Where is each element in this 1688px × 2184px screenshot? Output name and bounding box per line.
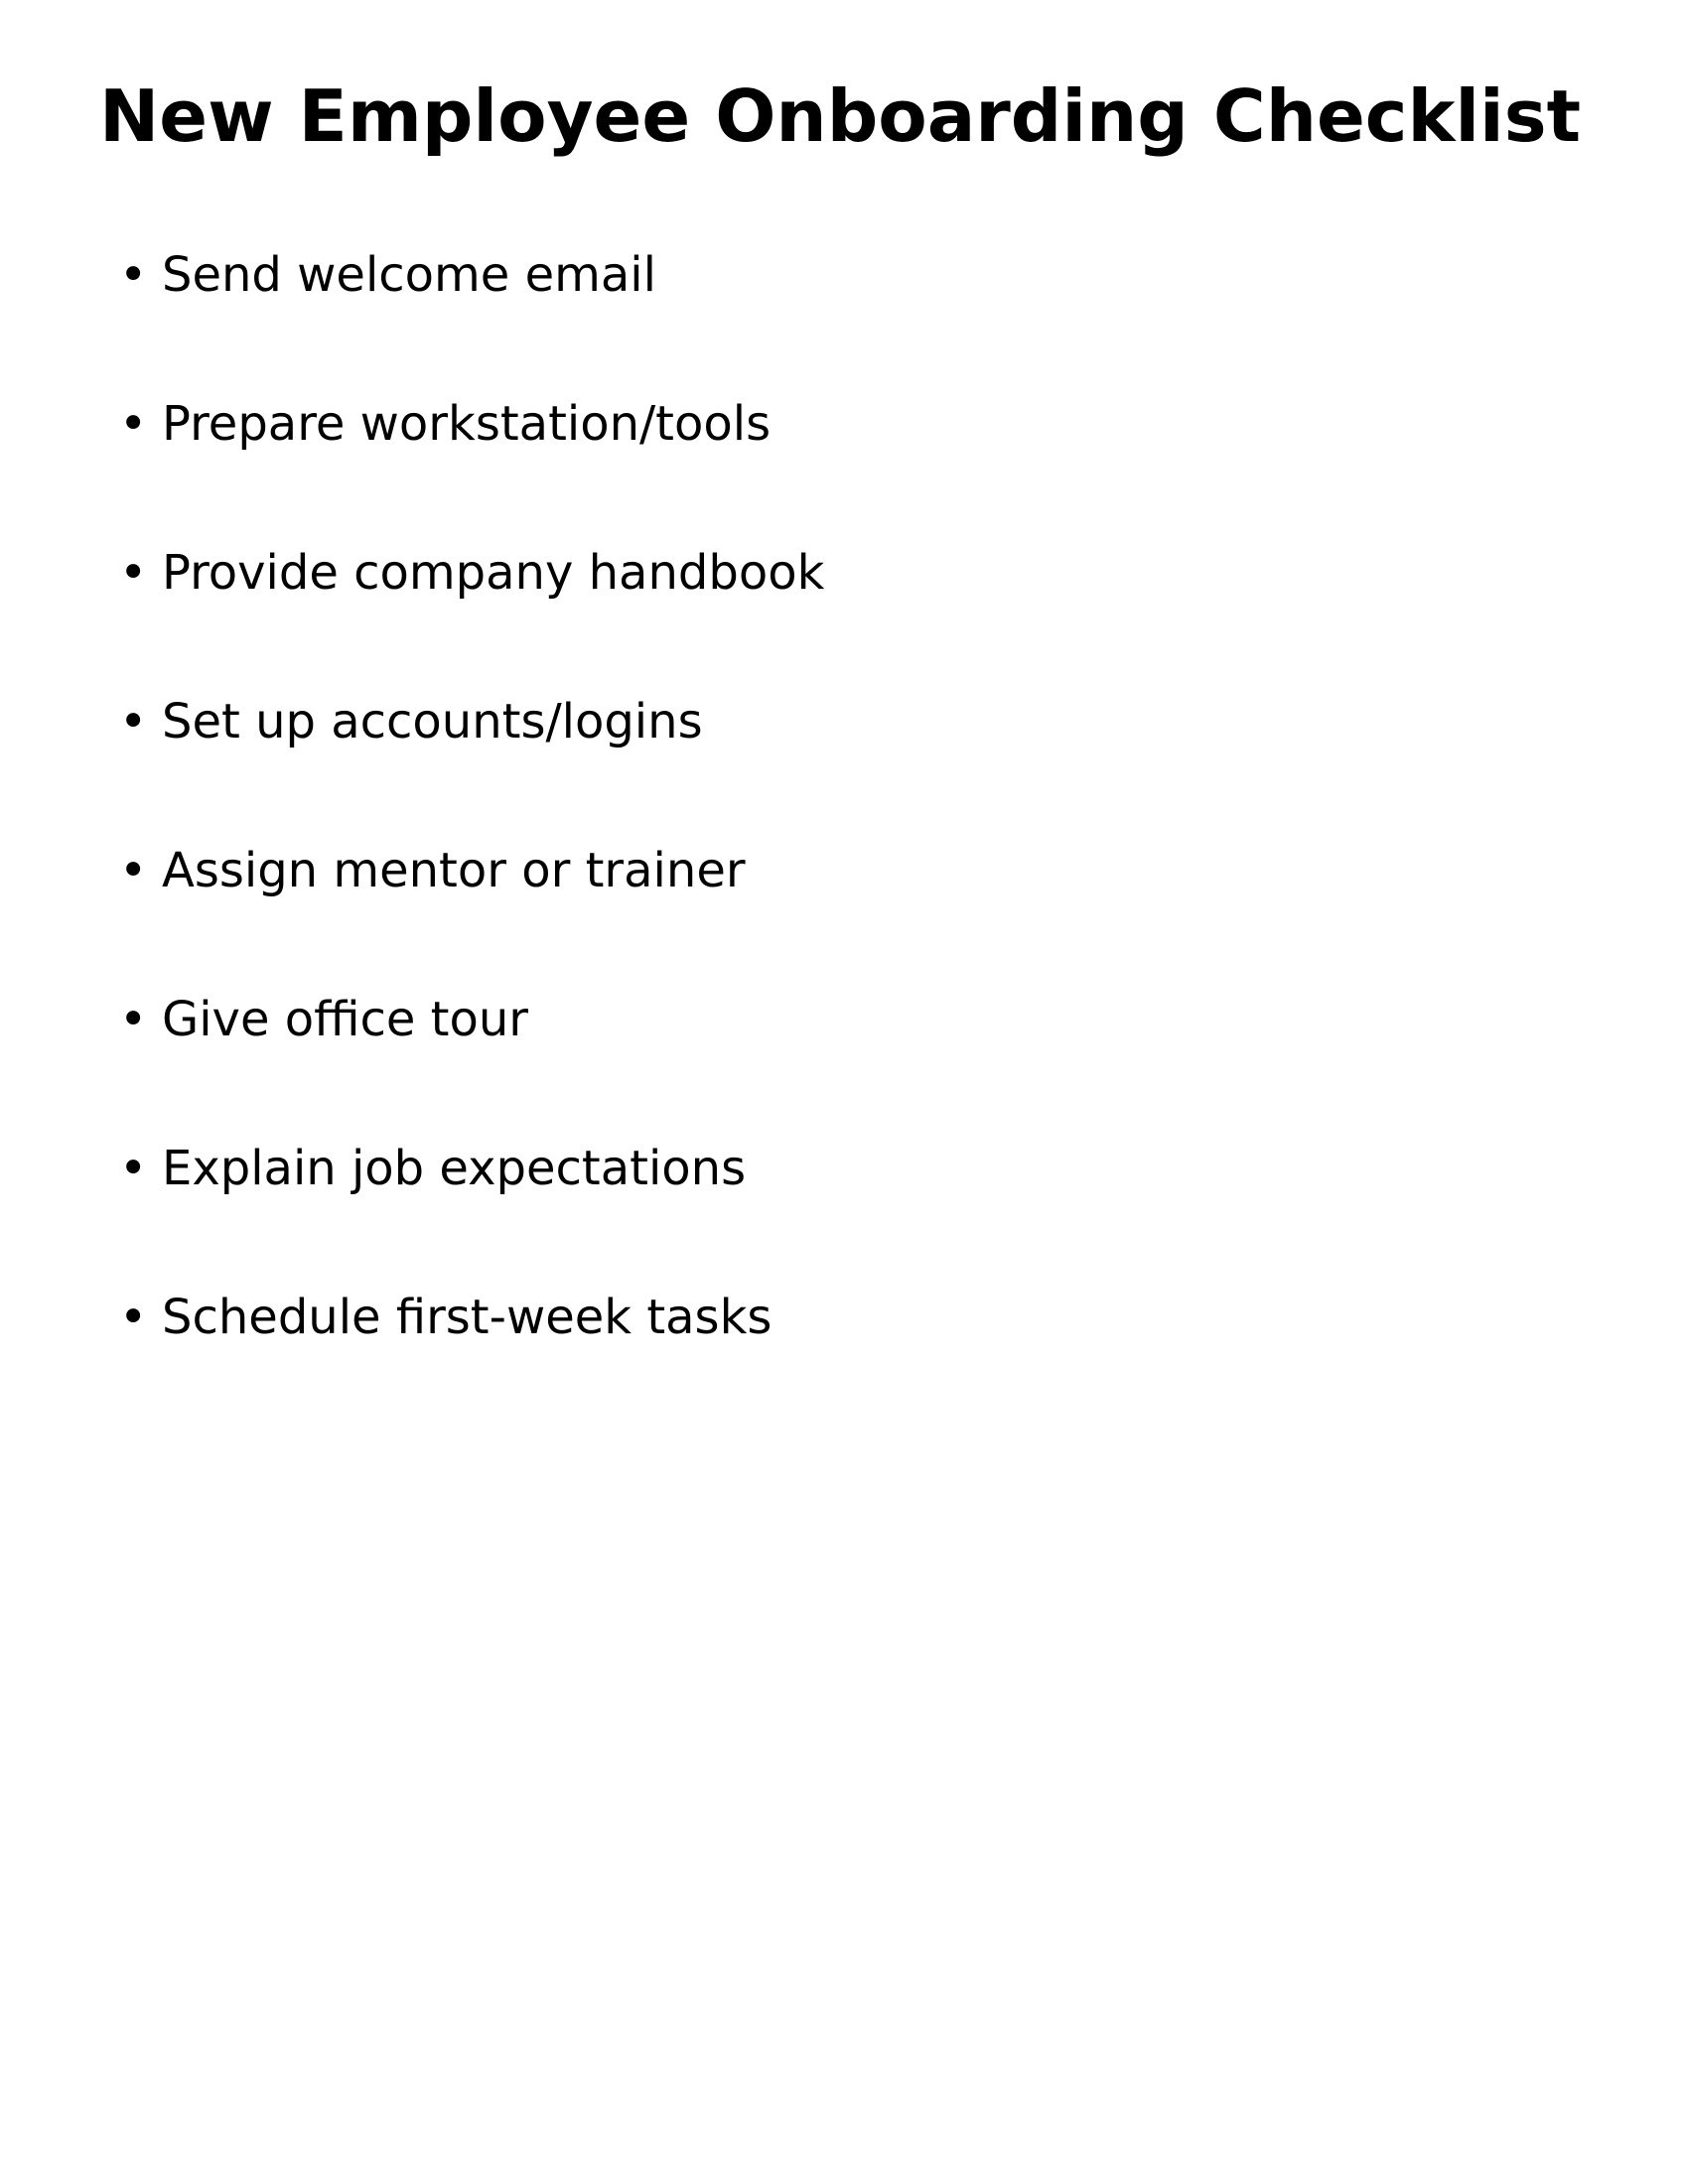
list-item-text: Give office tour	[162, 992, 529, 1047]
list-item	[119, 541, 824, 690]
list-item-text: Explain job expectations	[162, 1141, 747, 1196]
bullet-icon: •	[119, 247, 148, 303]
list-item	[119, 243, 824, 392]
list-item	[119, 392, 824, 541]
list-item	[119, 1137, 824, 1286]
list-item	[119, 839, 824, 988]
list-item	[119, 690, 824, 839]
list-item-text: Schedule first-week tasks	[162, 1290, 773, 1345]
bullet-icon: •	[119, 396, 148, 452]
list-item-text: Send welcome email	[162, 247, 656, 303]
bullet-icon: •	[119, 843, 148, 898]
list-item	[119, 988, 824, 1137]
list-item	[119, 1286, 824, 1434]
checklist	[119, 243, 824, 1434]
bullet-icon: •	[119, 992, 148, 1047]
bullet-icon: •	[119, 694, 148, 750]
bullet-icon: •	[119, 1141, 148, 1196]
list-item-text: Provide company handbook	[162, 545, 825, 601]
list-item-text: Prepare workstation/tools	[162, 396, 772, 452]
bullet-icon: •	[119, 1290, 148, 1345]
page-title: New Employee Onboarding Checklist	[99, 74, 1581, 158]
bullet-icon: •	[119, 545, 148, 601]
list-item-text: Set up accounts/logins	[162, 694, 703, 750]
list-item-text: Assign mentor or trainer	[162, 843, 746, 898]
